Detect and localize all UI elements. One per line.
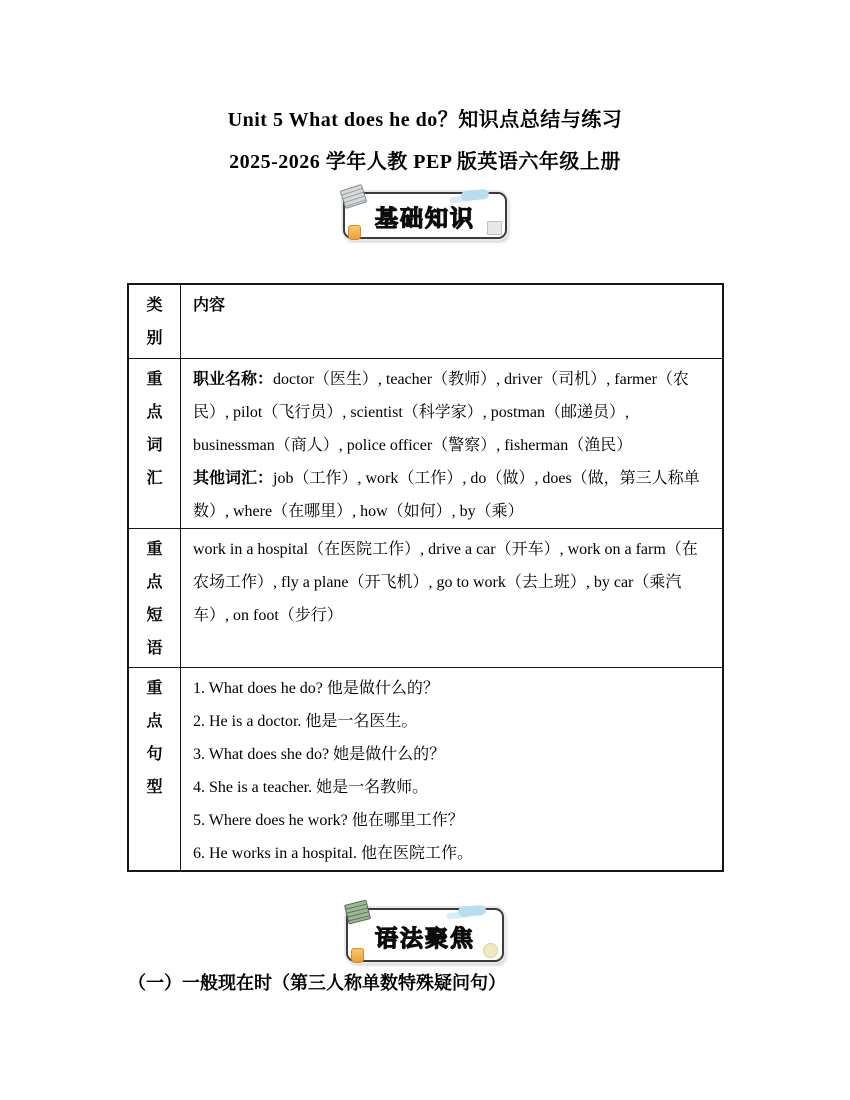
pencil-shaving-icon (351, 948, 364, 963)
cloud-sticker-icon (458, 905, 487, 917)
grammar-banner-label: 语法聚焦 (375, 925, 475, 952)
vocabulary-other-lead: 其他词汇： (193, 470, 274, 487)
sentences-label-cell (129, 668, 181, 870)
table-row-phrases (129, 528, 722, 667)
basics-banner (343, 192, 507, 239)
sentence-line: 3. What does she do? 她是做什么的？ (193, 746, 446, 763)
sentences-label: 重点句型 (146, 680, 163, 796)
vocabulary-jobs-text: doctor（医生）, teacher（教师）, driver（司机）, farmer（农民）, pilot（飞行员）, scientist（科学家）, postman（邮递员）, businessman（商人）, police officer（警察）, fisherman（渔民） (193, 371, 689, 454)
header-content-cell (181, 285, 722, 358)
sentence-line: 1. What does he do? 他是做什么的？ (193, 680, 439, 697)
vocabulary-label: 重点词汇 (146, 371, 163, 487)
sentence-line: 5. Where does he work? 他在哪里工作？ (193, 812, 464, 829)
phrases-label: 重点短语 (146, 541, 163, 657)
sentence-line: 4. She is a teacher. 她是一名教师。 (193, 779, 429, 796)
grammar-banner (346, 908, 504, 962)
header-content-label: 内容 (193, 297, 226, 314)
pencil-shaving-icon (348, 225, 361, 240)
vocabulary-label-cell (129, 359, 181, 528)
header-category-cell (129, 285, 181, 358)
basics-banner-label: 基础知识 (375, 206, 475, 232)
grammar-section-heading: （一）一般现在时（第三人称单数特殊疑问句） (128, 973, 506, 993)
knowledge-table (127, 283, 724, 872)
sticky-note-icon (487, 221, 502, 235)
table-row-vocabulary (129, 358, 722, 528)
sentence-line: 6. He works in a hospital. 他在医院工作。 (193, 845, 473, 862)
sentence-line: 2. He is a doctor. 他是一名医生。 (193, 713, 418, 730)
vocabulary-other-paragraph (193, 462, 706, 528)
table-header-row (129, 285, 722, 358)
sentences-content-cell (181, 668, 722, 870)
notebook-icon (344, 900, 371, 925)
vocabulary-other-text: job（工作）, work（工作）, do（做）, does（做，第三人称单数）, where（在哪里）, how（如何）, by（乘） (193, 470, 700, 520)
phrases-content-cell (181, 529, 722, 667)
header-category-label: 类别 (146, 297, 163, 347)
table-row-sentences (129, 667, 722, 870)
vocabulary-content-cell (181, 359, 722, 528)
page-subtitle: 2025-2026 学年人教 PEP 版英语六年级上册 (229, 151, 621, 173)
vocabulary-jobs-paragraph (193, 363, 706, 462)
phrases-text: work in a hospital（在医院工作）, drive a car（开车）, work on a farm（在农场工作）, fly a plane（开飞机）, go to work（去上班）, by car（乘汽车）, on foot（步行） (193, 541, 698, 624)
page-title: Unit 5 What does he do？知识点总结与练习 (227, 109, 623, 131)
phrases-label-cell (129, 529, 181, 667)
phrases-paragraph (193, 533, 706, 632)
flower-sticker-icon (483, 943, 498, 958)
vocabulary-jobs-lead: 职业名称： (193, 371, 274, 388)
notepad-icon (340, 184, 368, 209)
